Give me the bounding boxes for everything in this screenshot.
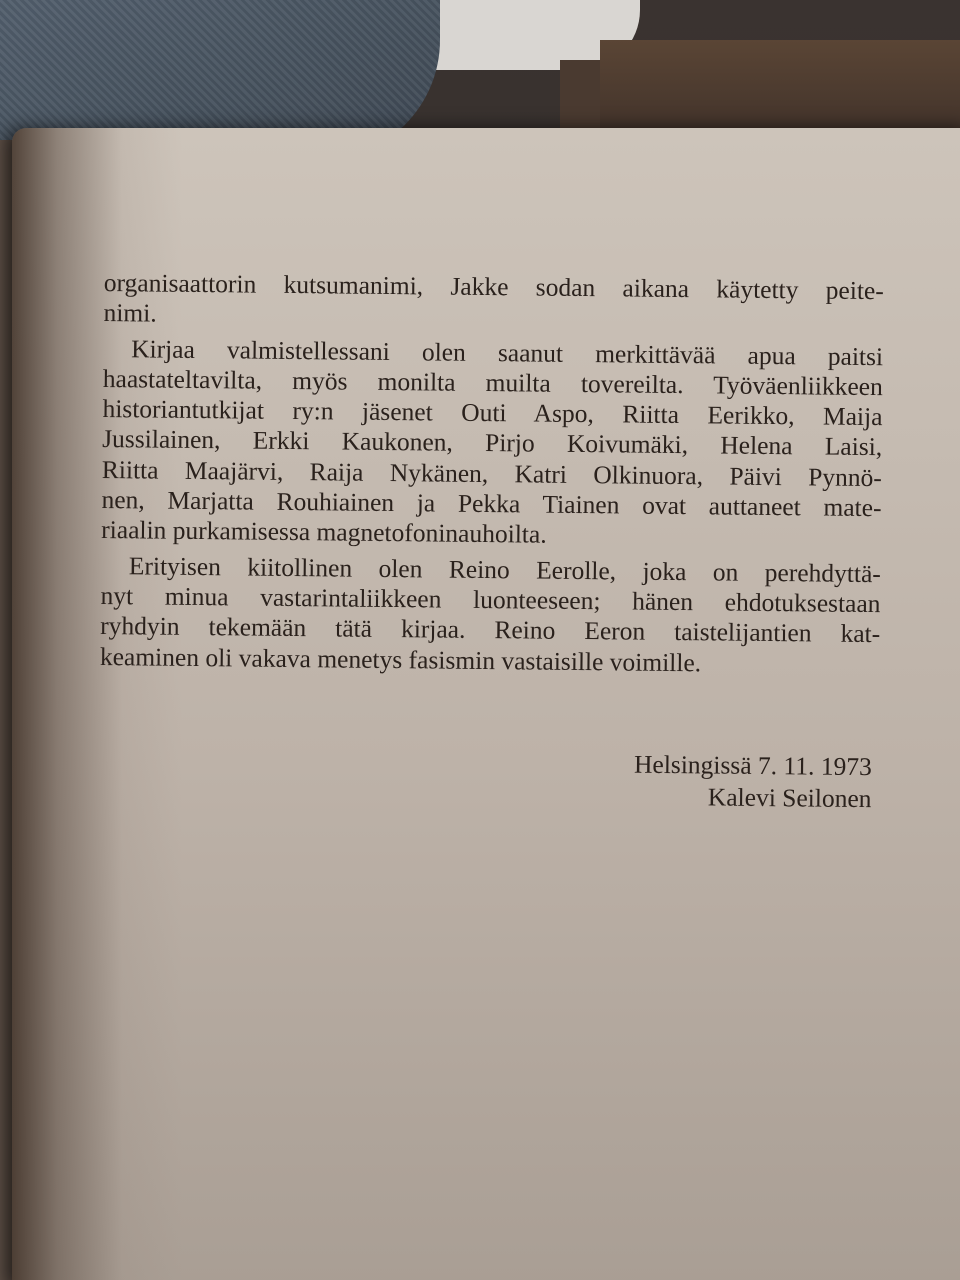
text-line: Riitta Maajärvi, Raija Nykänen, Katri Olkinuora, Päivi Pynnö- (101, 454, 883, 492)
paragraph-3 (100, 551, 881, 680)
author-name: Kalevi Seilonen (707, 782, 872, 814)
body-text (100, 268, 884, 680)
text-line: ryhdyin tekemään tätä kirjaa. Reino Eeron taistelijantien kat- (100, 611, 881, 649)
place-date: Helsingissä 7. 11. 1973 (633, 749, 872, 782)
text-line: riaalin purkamisessa magnetofoninauhoilta. (101, 515, 547, 550)
text-line: nyt minua vastarintaliikkeen luonteeseen; hänen ehdotuksestaan (100, 580, 881, 619)
signature-block (571, 748, 872, 815)
text-line: haastateltavilta, myös monilta muilta tovereilta. Työväenliikkeen (102, 363, 883, 402)
text-line: nen, Marjatta Rouhiainen ja Pekka Tiainen ovat auttaneet mate- (101, 485, 882, 523)
text-line: keaminen oli vakava menetys fasismin vastaisille voimille. (99, 641, 702, 677)
paragraph-1 (103, 268, 884, 337)
text-line: organisaattorin kutsumanimi, Jakke sodan aikana käytetty peite- (103, 268, 884, 306)
text-line: nimi. (103, 298, 157, 328)
text-line: Erityisen kiitollinen olen Reino Eerolle, joka on perehdyttä- (128, 550, 881, 588)
text-line: historiantutkijat ry:n jäsenet Outi Aspo, Riitta Eerikko, Maija (102, 394, 883, 432)
paragraph-2 (101, 334, 883, 554)
book-page (12, 128, 960, 1280)
text-line: Kirjaa valmistellessani olen saanut merkittävää apua paitsi (131, 333, 884, 371)
text-line: Jussilainen, Erkki Kaukonen, Pirjo Koivumäki, Helena Laisi, (102, 424, 883, 462)
